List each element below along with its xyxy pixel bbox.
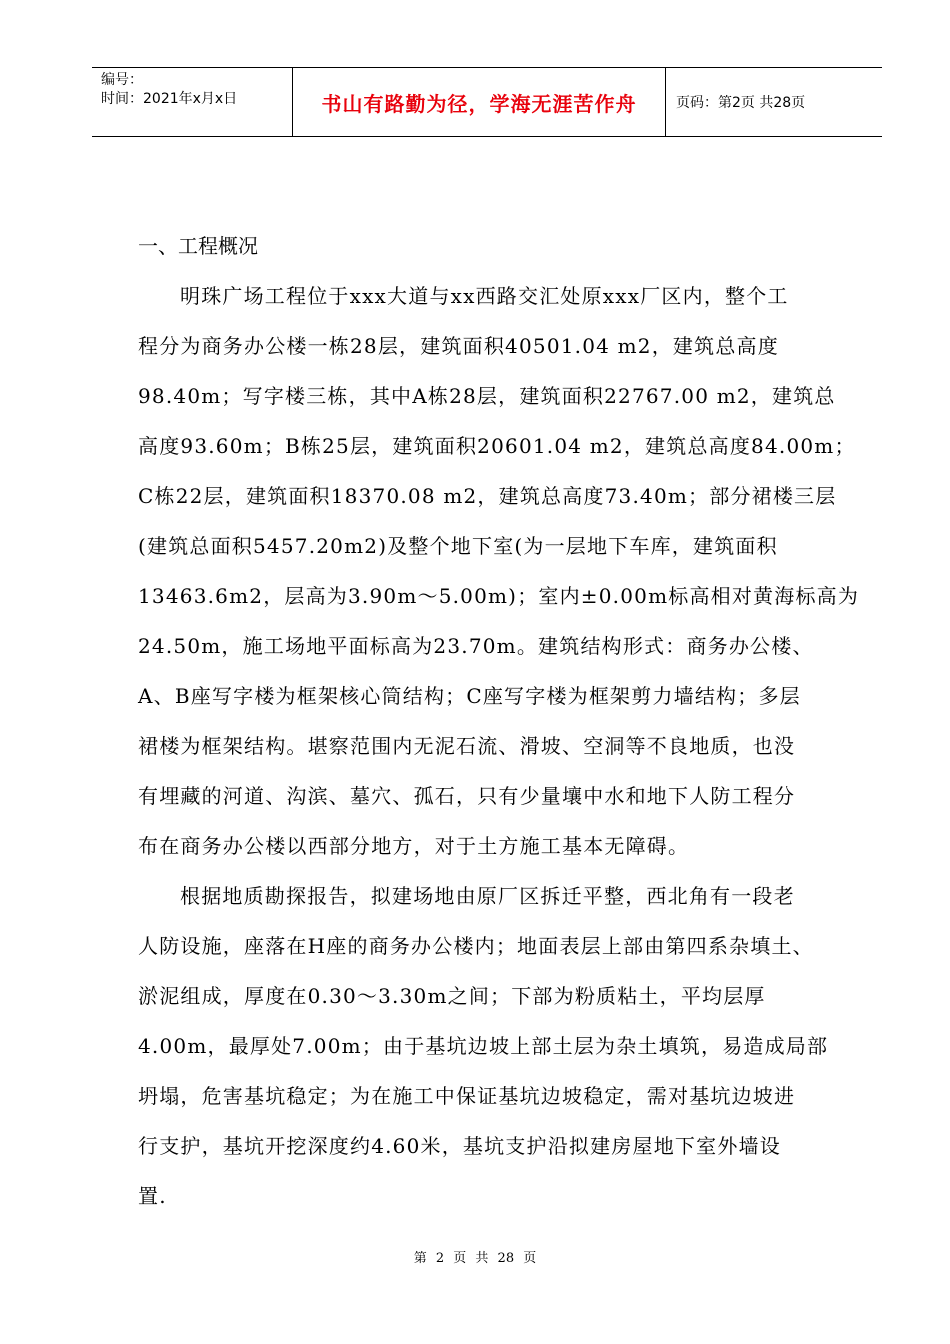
paragraph-line: 24.50m，施工场地平面标高为23.70m。建筑结构形式：商务办公楼、 bbox=[138, 634, 814, 658]
paragraph-line: 程分为商务办公楼一栋28层，建筑面积40501.04 m2，建筑总高度 bbox=[138, 334, 779, 358]
paragraph-line: 明珠广场工程位于xxx大道与xx西路交汇处原xxx厂区内，整个工 bbox=[180, 284, 789, 308]
header-page-cell bbox=[666, 68, 882, 136]
paragraph-line: 裙楼为框架结构。堪察范围内无泥石流、滑坡、空洞等不良地质，也没 bbox=[138, 734, 796, 758]
paragraph-line: 行支护，基坑开挖深度约4.60米，基坑支护沿拟建房屋地下室外墙设 bbox=[138, 1134, 781, 1158]
paragraph-line: 4.00m，最厚处7.00m；由于基坑边坡上部土层为杂土填筑，易造成局部 bbox=[138, 1034, 829, 1058]
header-page-number: 页码：第2页 共28页 bbox=[676, 95, 806, 111]
paragraph-line: 置. bbox=[138, 1184, 167, 1208]
paragraph-line: 高度93.60m；B栋25层，建筑面积20601.04 m2，建筑总高度84.00m； bbox=[138, 434, 856, 458]
document-number-label: 编号： bbox=[101, 72, 143, 88]
paragraph-line: 根据地质勘探报告，拟建场地由原厂区拆迁平整，西北角有一段老 bbox=[180, 884, 795, 908]
header-motto: 书山有路勤为径，学海无涯苦作舟 bbox=[321, 91, 637, 116]
section-heading: 一、工程概况 bbox=[138, 234, 258, 258]
paragraph-line: A、B座写字楼为框架核心筒结构；C座写字楼为框架剪力墙结构；多层 bbox=[138, 684, 801, 708]
paragraph-line: (建筑总面积5457.20m2)及整个地下室(为一层地下车库，建筑面积 bbox=[138, 534, 778, 558]
document-time-label: 时间：2021年x月x日 bbox=[101, 91, 238, 107]
paragraph-geology bbox=[138, 871, 850, 1221]
paragraph-line: 布在商务办公楼以西部分地方，对于土方施工基本无障碍。 bbox=[138, 834, 690, 858]
header-meta-cell bbox=[92, 68, 293, 136]
document-body bbox=[138, 221, 860, 1221]
document-header bbox=[92, 67, 882, 137]
paragraph-line: 人防设施，座落在H座的商务办公楼内；地面表层上部由第四系杂填土、 bbox=[138, 934, 814, 958]
paragraph-line: C栋22层，建筑面积18370.08 m2，建筑总高度73.40m；部分裙楼三层 bbox=[138, 484, 837, 508]
paragraph-line: 13463.6m2，层高为3.90m～5.00m)；室内±0.00m标高相对黄海标高为 bbox=[138, 584, 860, 608]
header-motto-cell bbox=[293, 68, 666, 136]
page-footer: 第 2 页 共 28 页 bbox=[413, 1251, 537, 1266]
paragraph-line: 坍塌，危害基坑稳定；为在施工中保证基坑边坡稳定，需对基坑边坡进 bbox=[138, 1084, 796, 1108]
paragraph-project-overview bbox=[138, 271, 860, 871]
paragraph-line: 有埋藏的河道、沟滨、墓穴、孤石，只有少量壤中水和地下人防工程分 bbox=[138, 784, 796, 808]
paragraph-line: 98.40m；写字楼三栋，其中A栋28层，建筑面积22767.00 m2，建筑总 bbox=[138, 384, 836, 408]
paragraph-line: 淤泥组成，厚度在0.30～3.30m之间；下部为粉质粘土，平均层厚 bbox=[138, 984, 766, 1008]
